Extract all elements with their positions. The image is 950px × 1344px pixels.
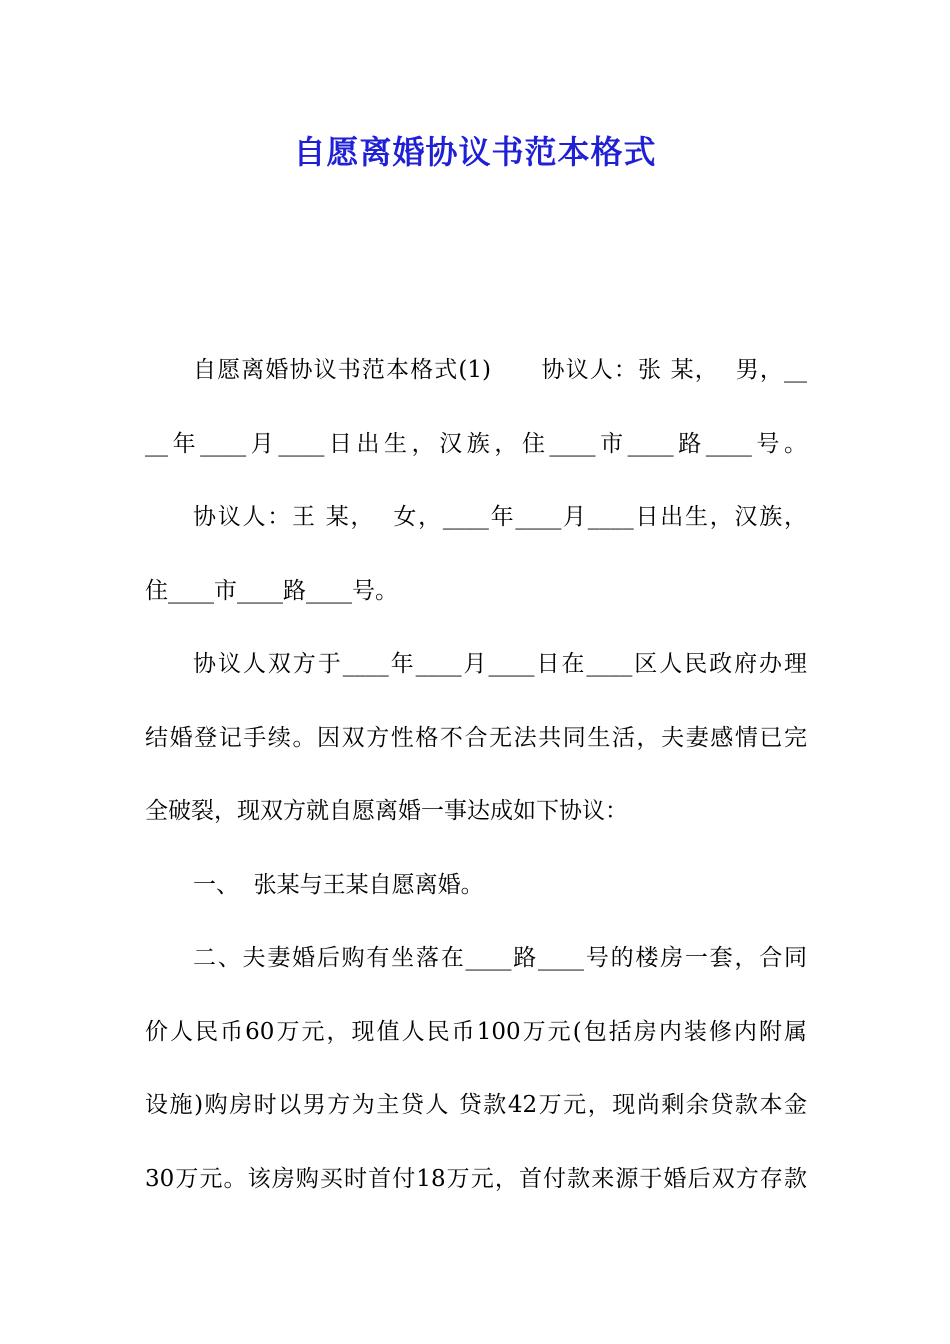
paragraph-line: 结婚登记手续。因双方性格不合无法共同生活，夫妻感情已完 [145,724,807,751]
paragraph-line: 设施)购房时以男方为主贷人 贷款42万元，现尚剩余贷款本金 [145,1092,807,1118]
paragraph-line: __年____月____日出生，汉族，住____市____路____号。 [145,430,807,457]
paragraph-line: 价人民币60万元，现值人民币100万元(包括房内装修内附属 [145,1018,807,1045]
paragraph-line: 二、夫妻婚后购有坐落在____路____号的楼房一套，合同 [193,945,807,971]
paragraph-line: 自愿离婚协议书范本格式(1) 协议人：张 某， 男，__ [193,357,807,383]
paragraph-line: 协议人双方于____年____月____日在____区人民政府办理 [193,651,807,677]
paragraph-line: 全破裂，现双方就自愿离婚一事达成如下协议： [145,798,628,824]
paragraph-line: 协议人：王 某， 女，____年____月____日出生，汉族， [193,504,807,530]
paragraph-line: 住____市____路____号。 [145,577,398,604]
document-title: 自愿离婚协议书范本格式 [293,133,657,171]
document-body [145,334,807,1216]
paragraph-line: 一、 张某与王某自愿离婚。 [193,871,484,898]
paragraph-line: 30万元。该房购买时首付18万元，首付款来源于婚后双方存款 [145,1165,807,1192]
